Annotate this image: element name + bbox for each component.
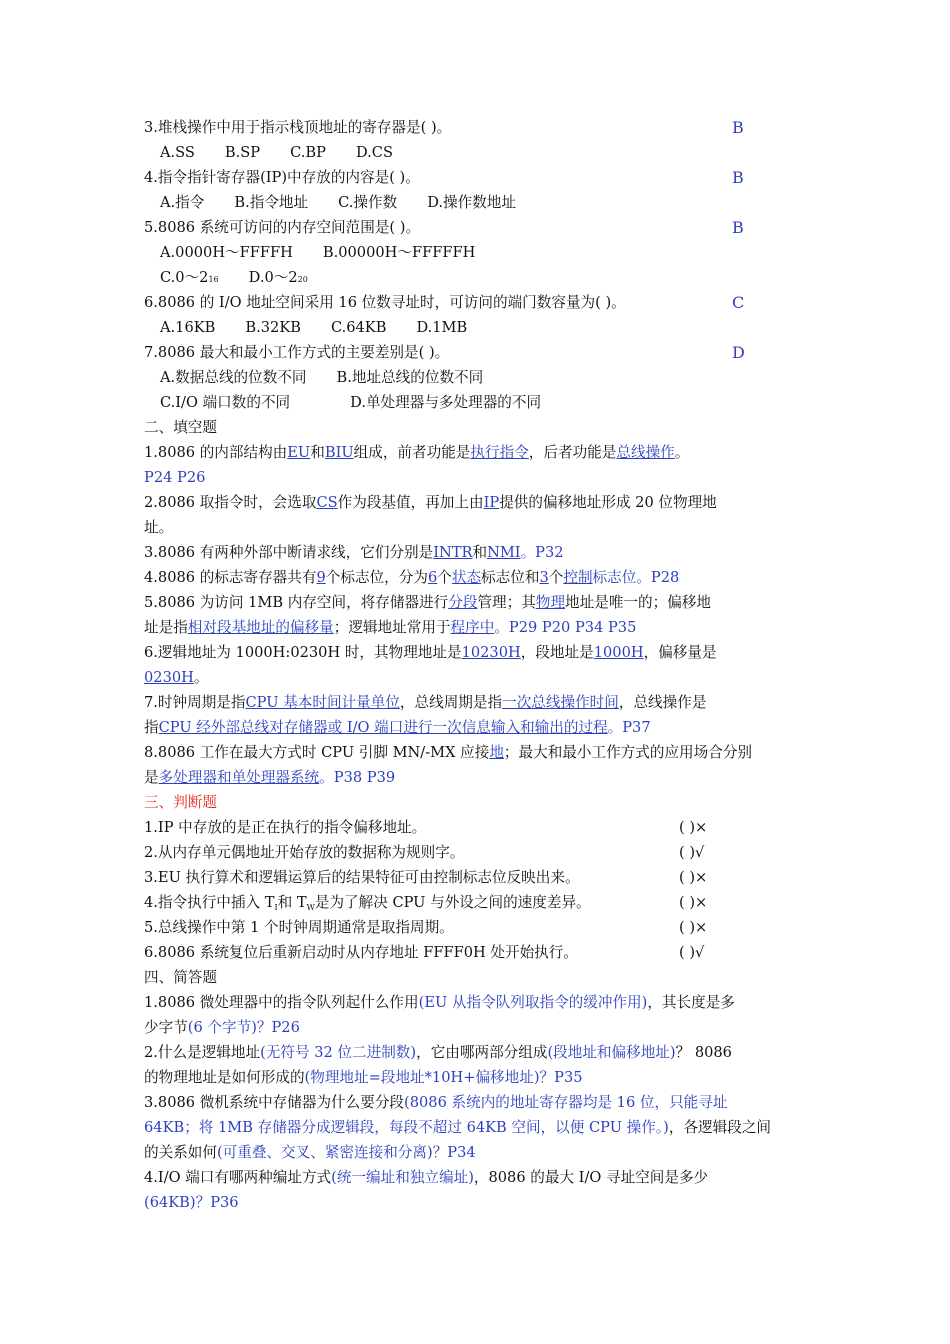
fill-q2: 2.8086 取指令时，会选取CS作为段基值，再加上由IP提供的偏移地址形成 20 位物理地 (144, 494, 717, 511)
mc-options-6: A.16KB B.32KB C.64KB D.1MB (160, 319, 468, 336)
fill-q1: 1.8086 的内部结构由EU和BIU组成，前者功能是执行指令，后者功能是总线操作。 (144, 444, 690, 461)
short-q1-cont: 少字节(6 个字节)？P26 (144, 1019, 300, 1036)
judge-q6: 6.8086 系统复位后重新启动时从内存地址 FFFF0H 处开始执行。 (144, 944, 578, 961)
short-q2: 2.什么是逻辑地址(无符号 32 位二进制数)，它由哪两部分组成(段地址和偏移地址)？ 8086 (144, 1044, 732, 1061)
fill-q6: 6.逻辑地址为 1000H:0230H 时，其物理地址是10230H，段地址是1000H，偏移量是 (144, 644, 717, 661)
fill-q4: 4.8086 的标志寄存器共有9个标志位，分为6个状态标志位和3个控制标志位。P28 (144, 569, 680, 586)
fill-q8: 8.8086 工作在最大方式时 CPU 引脚 MN/-MX 应接地；最大和最小工作方式的应用场合分别 (144, 744, 753, 761)
judge-a4: ( )× (679, 894, 708, 911)
section-heading-judge: 三、判断题 (144, 794, 217, 811)
mc-options-4: A.指令 B.指令地址 C.操作数 D.操作数地址 (160, 194, 516, 211)
mc-question-3: 3.堆栈操作中用于指示栈顶地址的寄存器是( )。 (144, 119, 452, 136)
mc-answer-6: C (732, 293, 745, 312)
judge-a2: ( )√ (679, 844, 705, 861)
short-q3: 3.8086 微机系统中存储器为什么要分段(8086 系统内的地址寄存器均是 16 位，只能寻址 (144, 1094, 728, 1111)
short-q1: 1.8086 微处理器中的指令队列起什么作用(EU 从指令队列取指令的缓冲作用)，其长度是多 (144, 994, 735, 1011)
judge-q1: 1.IP 中存放的是正在执行的指令偏移地址。 (144, 819, 427, 836)
judge-a1: ( )× (679, 819, 708, 836)
fill-q5: 5.8086 为访问 1MB 内存空间，将存储器进行分段管理；其物理地址是唯一的；偏移地 (144, 594, 711, 611)
judge-q4: 4.指令执行中插入 $T_I$和 $T_W$是为了解决 CPU 与外设之间的速度差异。 (144, 894, 591, 912)
mc-question-6: 6.8086 的 I/O 地址空间采用 16 位数寻址时，可访问的端门数容量为( )。 (144, 294, 626, 311)
judge-a6: ( )√ (679, 944, 705, 961)
short-q2-cont: 的物理地址是如何形成的(物理地址=段地址*10H+偏移地址)？P35 (144, 1069, 583, 1086)
mc-options-7a: A.数据总线的位数不同 B.地址总线的位数不同 (160, 369, 484, 386)
fill-q3: 3.8086 有两种外部中断请求线，它们分别是INTR和NMI。P32 (144, 544, 564, 561)
fill-q5-cont: 址是指相对段基地址的偏移量；逻辑地址常用于程序中。P29 P20 P34 P35 (144, 619, 637, 636)
mc-options-3: A.SS B.SP C.BP D.CS (160, 144, 393, 161)
mc-options-7b: C.I/O 端口数的不同 D.单处理器与多处理器的不同 (160, 394, 542, 411)
short-q3-cont: 64KB；将 1MB 存储器分成逻辑段，每段不超过 64KB 空间，以便 CPU 操作。)，各逻辑段之间 (144, 1119, 772, 1136)
mc-options-5a: A.0000H～FFFFH B.00000H～FFFFFH (160, 244, 476, 261)
judge-q2: 2.从内存单元偶地址开始存放的数据称为规则字。 (144, 844, 465, 861)
mc-question-5: 5.8086 系统可访问的内存空间范围是( )。 (144, 219, 421, 236)
short-q4-cont: (64KB)？P36 (144, 1194, 239, 1211)
section-heading-fill: 二、填空题 (144, 419, 217, 436)
mc-question-4: 4.指令指针寄存器(IP)中存放的内容是( )。 (144, 169, 420, 186)
fill-q6-cont: 0230H。 (144, 669, 209, 686)
mc-options-5b: C.0～216 D.0～220 (160, 269, 308, 286)
judge-a3: ( )× (679, 869, 708, 886)
fill-q8-cont: 是多处理器和单处理器系统。P38 P39 (144, 769, 396, 786)
judge-a5: ( )× (679, 919, 708, 936)
mc-answer-7: D (732, 343, 745, 362)
fill-q1-pages: P24 P26 (144, 469, 206, 486)
judge-q3: 3.EU 执行算术和逻辑运算后的结果特征可由控制标志位反映出来。 (144, 869, 580, 886)
short-q3-cont2: 的关系如何(可重叠、交叉、紧密连接和分离)？P34 (144, 1144, 476, 1161)
short-q4: 4.I/O 端口有哪两种编址方式(统一编址和独立编址)，8086 的最大 I/O 寻址空间是多少 (144, 1169, 709, 1186)
fill-q2-cont: 址。 (144, 519, 174, 536)
section-heading-short: 四、简答题 (144, 969, 217, 986)
judge-q5: 5.总线操作中第 1 个时钟周期通常是取指周期。 (144, 919, 454, 936)
mc-question-7: 7.8086 最大和最小工作方式的主要差别是( )。 (144, 344, 450, 361)
fill-q7: 7.时钟周期是指CPU 基本时间计量单位，总线周期是指一次总线操作时间，总线操作是 (144, 694, 707, 711)
mc-answer-4: B (732, 168, 744, 187)
fill-q7-cont: 指CPU 经外部总线对存储器或 I/O 端口进行一次信息输入和输出的过程。P37 (144, 719, 651, 736)
mc-answer-5: B (732, 218, 744, 237)
mc-answer-3: B (732, 118, 744, 137)
